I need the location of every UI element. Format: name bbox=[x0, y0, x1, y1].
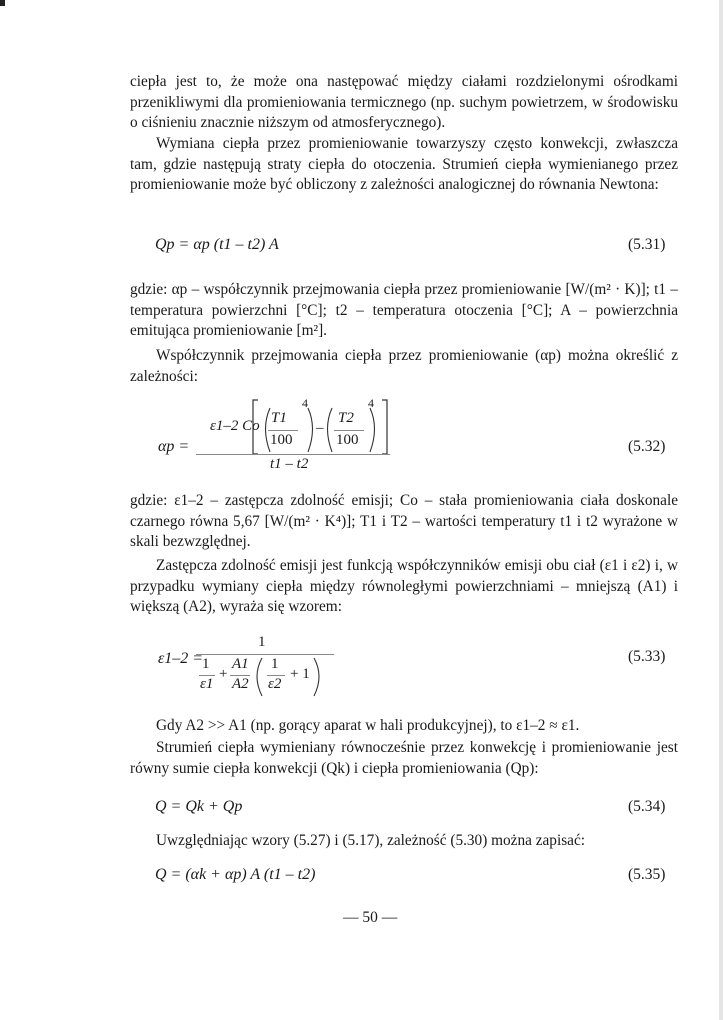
equation-5-35: Q = (αk + αp) A (t1 – t2) bbox=[155, 866, 316, 883]
eq533-lhs: ε1–2 = bbox=[158, 650, 204, 667]
eq533-plus-1: + bbox=[219, 666, 228, 682]
page-number: — 50 — bbox=[343, 909, 398, 926]
equation-number-5-31: (5.31) bbox=[628, 236, 666, 253]
eq532-t2-denominator: 100 bbox=[336, 432, 359, 448]
equation-number-5-32: (5.32) bbox=[628, 438, 666, 455]
equation-5-31: Qp = αp (t1 – t2) A bbox=[155, 236, 279, 253]
eq533-a-numerator: 1 bbox=[202, 656, 210, 672]
equation-5-34: Q = Qk + Qp bbox=[155, 798, 243, 815]
paragraph-combined: Uwzględniając wzory (5.27) i (5.17), zależność (5.30) można zapisać: bbox=[156, 832, 585, 849]
equation-number-5-33: (5.33) bbox=[628, 648, 666, 665]
paragraph-where-531: gdzie: αp – współczynnik przejmowania ciepła przez promieniowanie [W/(m² · K)]; t1 – temperatura powierzchni [°C]; t2 – temperatura otoczenia [°C]; A – powierzchnia emitująca promieniowanie [m²]. bbox=[130, 281, 678, 340]
eq532-t2: T2 bbox=[338, 410, 354, 426]
paragraph-approximation: Gdy A2 >> A1 (np. gorący aparat w hali produkcyjnej), to ε1–2 ≈ ε1. bbox=[156, 717, 580, 734]
eq533-b-denominator: A2 bbox=[232, 676, 249, 692]
eq533-a-denominator: ε1 bbox=[200, 676, 214, 692]
scan-corner-mark bbox=[0, 0, 5, 6]
eq532-minus: – bbox=[316, 420, 324, 436]
equation-number-5-35: (5.35) bbox=[628, 866, 666, 883]
eq533-c-numerator: 1 bbox=[271, 656, 279, 672]
eq532-epsilon-co: ε1–2 Co bbox=[210, 418, 260, 434]
eq533-b-numerator: A1 bbox=[232, 656, 249, 672]
paragraph-radiation-convection: Wymiana ciepła przez promieniowanie towarzyszy często konwekcji, zwłaszcza tam, gdzie następują straty ciepła do otoczenia. Strumień ciepła wymienianego przez promieniowanie może być obliczony z zależności analogicznej do równania Newtona: bbox=[130, 135, 678, 194]
paragraph-coefficient-intro: Współczynnik przejmowania ciepła przez promieniowanie (αp) można określić z zależności: bbox=[130, 347, 678, 385]
paragraph-where-532: gdzie: ε1–2 – zastępcza zdolność emisji; Co – stała promieniowania ciała doskonale czarnego równa 5,67 [W/(m² · K⁴)]; T1 i T2 – wartości temperatury t1 i t2 wyrażone w skali bezwzględnej. bbox=[130, 492, 678, 551]
equation-number-5-34: (5.34) bbox=[628, 798, 666, 815]
eq533-plus-one: + 1 bbox=[290, 666, 310, 682]
eq532-t1: T1 bbox=[271, 410, 287, 426]
paragraph-radiation-intro: ciepła jest to, że może ona następować między ciałami rozdzielonymi ośrodkami przenikliwymi dla promieniowania termicznego (np. suchym powietrzem, w środowisku o ciśnieniu znacznie niższym od atmosferycznego). bbox=[130, 73, 678, 132]
eq532-t1-denominator: 100 bbox=[270, 432, 293, 448]
eq533-numerator: 1 bbox=[258, 634, 266, 650]
eq532-t1-exponent: 4 bbox=[302, 396, 308, 410]
eq532-lhs: αp = bbox=[158, 438, 190, 455]
eq532-denominator: t1 – t2 bbox=[270, 456, 309, 472]
paragraph-total-heat: Strumień ciepła wymieniany równocześnie przez konwekcję i promieniowanie jest równy sumie ciepła konwekcji (Qk) i ciepła promieniowania (Qp): bbox=[130, 739, 678, 777]
scan-edge-shadow bbox=[719, 0, 723, 1020]
paragraph-emissivity-intro: Zastępcza zdolność emisji jest funkcją współczynników emisji obu ciał (ε1 i ε2) i, w przypadku wymiany ciepła między równoległymi powierzchniami – mniejszą (A1) i większą (A2), wyraża się wzorem: bbox=[130, 557, 678, 616]
eq533-c-denominator: ε2 bbox=[268, 676, 282, 692]
eq532-t2-exponent: 4 bbox=[368, 396, 374, 410]
eq533-parentheses bbox=[252, 656, 324, 698]
